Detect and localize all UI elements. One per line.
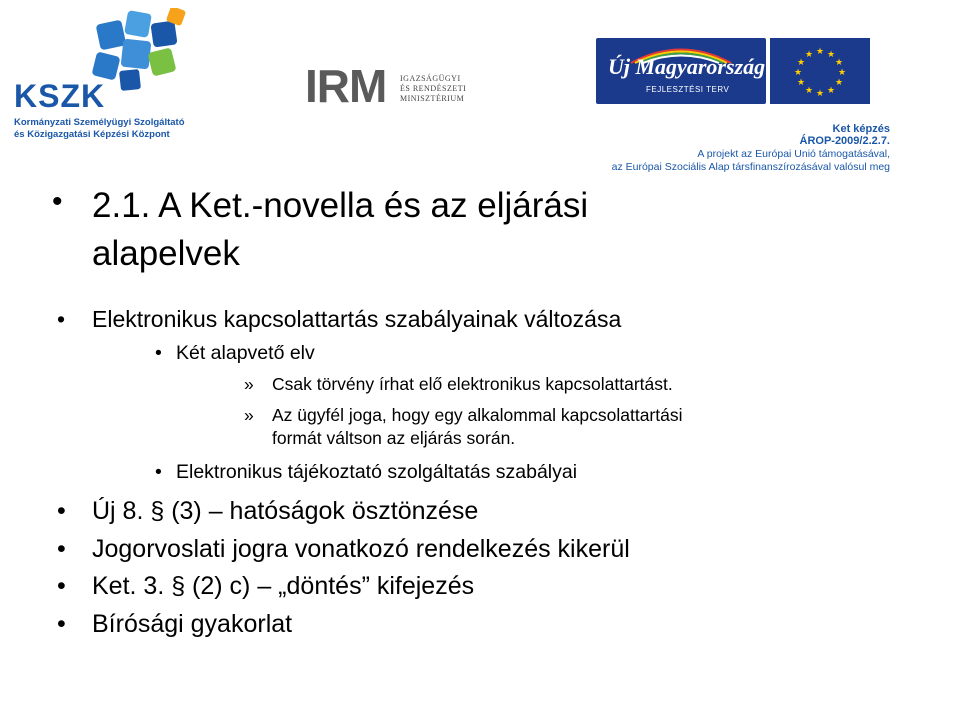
project-name: Ket képzés — [832, 123, 890, 135]
svg-text:★: ★ — [815, 89, 825, 99]
project-funding-line1: A projekt az Európai Unió támogatásával, — [697, 148, 890, 160]
kszk-logo-text: KSZK — [14, 78, 106, 114]
umft-subtitle: FEJLESZTÉSI TERV — [646, 85, 730, 94]
list-item: Bírósági gyakorlat — [92, 610, 293, 638]
svg-text:★: ★ — [834, 58, 844, 68]
bullet-dot-icon: • — [57, 306, 66, 332]
list-item: Új 8. § (3) – hatóságok ösztönzése — [92, 497, 479, 525]
umft-logo — [596, 38, 766, 104]
svg-text:★: ★ — [826, 86, 836, 96]
slide-title — [92, 182, 892, 278]
svg-text:★: ★ — [804, 86, 814, 96]
umft-title: Új Magyarország — [608, 54, 766, 79]
svg-text:★: ★ — [796, 58, 806, 68]
bullet-dot-icon: • — [57, 497, 66, 525]
list-item: Jogorvoslati jogra vonatkozó rendelkezés kikerül — [92, 535, 630, 563]
svg-text:★: ★ — [837, 68, 847, 78]
irm-subtitle-line3: MINISZTÉRIUM — [400, 94, 465, 103]
list-item: Az ügyfél joga, hogy egy alkalommal kapcsolattartási — [272, 405, 683, 425]
list-item: Elektronikus tájékoztató szolgáltatás szabályai — [176, 461, 578, 483]
kszk-subtitle-line2: és Közigazgatási Képzési Központ — [14, 129, 170, 140]
svg-text:★: ★ — [804, 50, 814, 60]
list-item: Ket. 3. § (2) c) – „döntés” kifejezés — [92, 572, 475, 600]
svg-text:★: ★ — [793, 68, 803, 78]
bullet-chevron-icon: » — [244, 374, 254, 394]
list-item: Csak törvény írhat elő elektronikus kapcsolattartást. — [272, 374, 673, 394]
bullet-dot-icon: • — [155, 461, 162, 483]
project-code: ÁROP-2009/2.2.7. — [799, 135, 890, 147]
bullet-chevron-icon: » — [244, 405, 254, 425]
svg-text:★: ★ — [815, 47, 825, 57]
svg-text:★: ★ — [834, 78, 844, 88]
kszk-subtitle-line1: Kormányzati Személyügyi Szolgáltató — [14, 117, 185, 128]
kszk-logo-subtitle — [14, 117, 185, 141]
project-funding-line2: az Európai Szociális Alap társfinanszírozásával valósul meg — [611, 161, 890, 173]
irm-logo-text: IRM — [305, 60, 387, 112]
bullet-dot-icon: • — [52, 185, 63, 218]
list-item-continuation: formát váltson az eljárás során. — [272, 428, 516, 448]
list-item: Elektronikus kapcsolattartás szabályainak változása — [92, 306, 622, 332]
bullet-dot-icon: • — [57, 610, 66, 638]
list-item: Két alapvető elv — [176, 342, 315, 364]
slide-title-line2: alapelvek — [92, 234, 240, 273]
irm-logo-subtitle — [400, 74, 466, 104]
bullet-dot-icon: • — [57, 535, 66, 563]
irm-subtitle-line1: IGAZSÁGÜGYI — [400, 74, 461, 83]
eu-flag-icon — [770, 38, 870, 104]
bullet-dot-icon: • — [57, 572, 66, 600]
bullet-dot-icon: • — [155, 342, 162, 364]
slide-title-line1: 2.1. A Ket.-novella és az eljárási — [92, 186, 589, 225]
svg-text:★: ★ — [796, 78, 806, 88]
svg-text:★: ★ — [826, 50, 836, 60]
irm-subtitle-line2: ÉS RENDÉSZETI — [400, 84, 467, 93]
